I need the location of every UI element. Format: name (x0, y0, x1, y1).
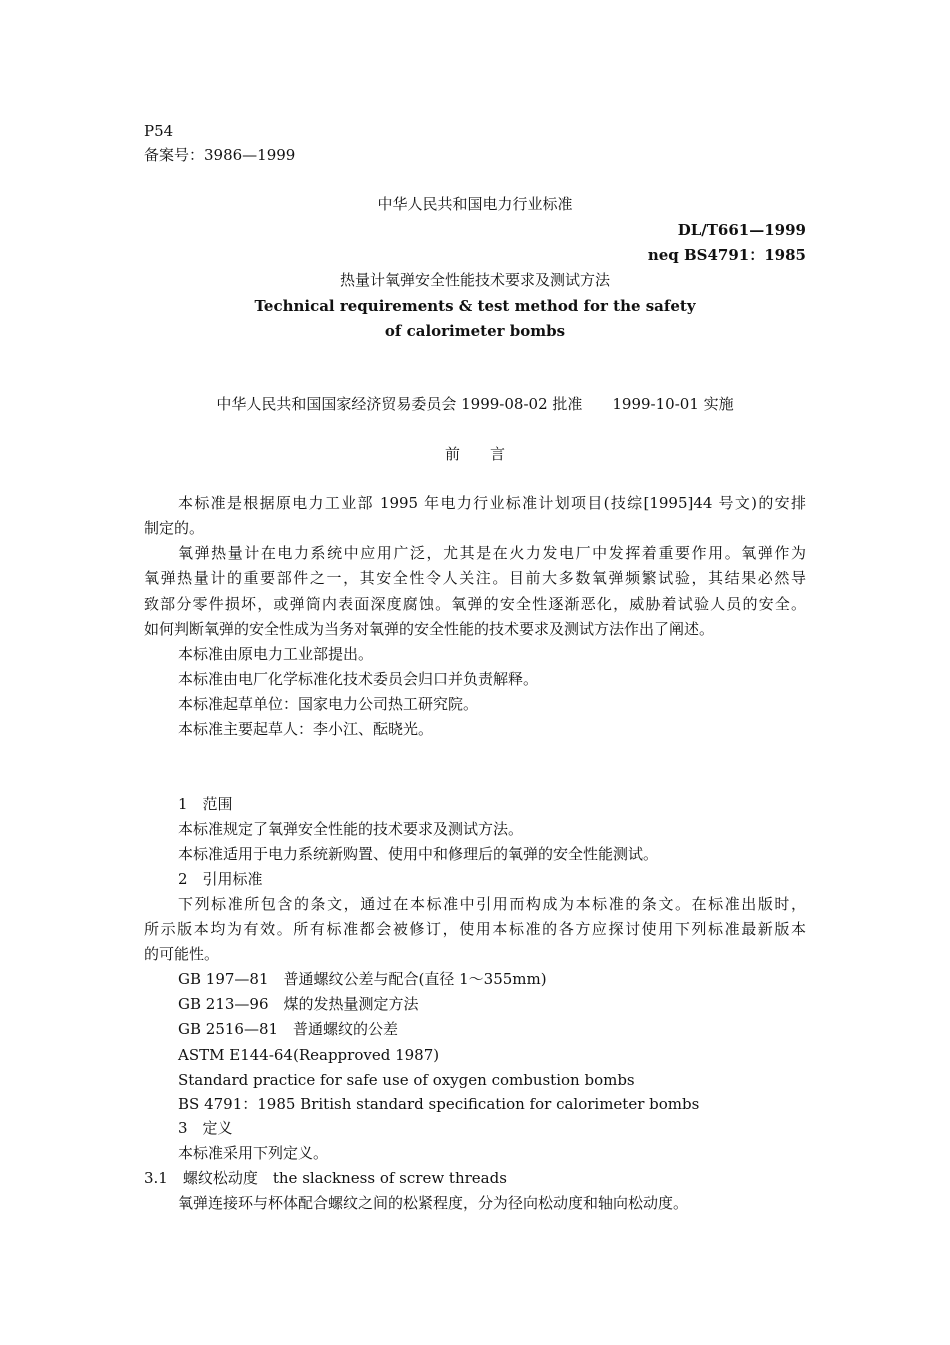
class-code: P54 (144, 122, 174, 140)
section-3-line-1: 本标准采用下列定义。 (178, 1144, 329, 1162)
foreword-para-1-line-1: 本标准是根据原电力工业部 1995 年电力行业标准计划项目(技综[1995]44 号文)的安排 (178, 494, 806, 512)
foreword-para-2-line-3: 致部分零件损坏，或弹筒内表面深度腐蚀。氧弹的安全性逐渐恶化，威胁着试验人员的安全。 (144, 595, 806, 613)
approval-line: 中华人民共和国国家经济贸易委员会 1999-08-02 批准 1999-10-01 实施 (216, 395, 734, 413)
reference-item: Standard practice for safe use of oxygen combustion bombs (178, 1071, 635, 1089)
section-1-line-1: 本标准规定了氧弹安全性能的技术要求及测试方法。 (178, 820, 524, 838)
reference-item: GB 213—96 煤的发热量测定方法 (178, 995, 419, 1013)
foreword-para-2-line-1: 氧弹热量计在电力系统中应用广泛，尤其是在火力发电厂中发挥着重要作用。氧弹作为 (178, 544, 806, 562)
foreword-para-5: 本标准起草单位：国家电力公司热工研究院。 (178, 695, 479, 713)
foreword-para-3: 本标准由原电力工业部提出。 (178, 645, 374, 663)
equivalence-note: neq BS4791：1985 (647, 246, 806, 264)
subsection-3-1-text: 氧弹连接环与杯体配合螺纹之间的松紧程度，分为径向松动度和轴向松动度。 (178, 1194, 689, 1212)
title-english-line-2: of calorimeter bombs (384, 322, 566, 340)
industry-standard-label: 中华人民共和国电力行业标准 (377, 195, 573, 213)
foreword-para-4: 本标准由电厂化学标准化技术委员会归口并负责解释。 (178, 670, 539, 688)
foreword-para-2-line-4: 如何判断氧弹的安全性成为当务对氧弹的安全性能的技术要求及测试方法作出了阐述。 (144, 620, 715, 638)
record-number: 备案号：3986—1999 (144, 146, 296, 164)
title-english-line-1: Technical requirements & test method for the safety (254, 297, 696, 315)
foreword-heading: 前 言 (444, 445, 505, 463)
foreword-para-1-line-2: 制定的。 (144, 519, 205, 537)
standard-number: DL/T661—1999 (677, 221, 806, 239)
section-1-line-2: 本标准适用于电力系统新购置、使用中和修理后的氧弹的安全性能测试。 (178, 845, 659, 863)
foreword-para-2-line-2: 氧弹热量计的重要部件之一，其安全性令人关注。目前大多数氧弹频繁试验，其结果必然导 (144, 569, 806, 587)
section-2-heading: 2 引用标准 (178, 870, 263, 888)
section-2-para-line-3: 的可能性。 (144, 945, 220, 963)
reference-item: ASTM E144-64(Reapproved 1987) (178, 1046, 440, 1064)
subsection-3-1-heading: 3.1 螺纹松动度 the slackness of screw threads (144, 1169, 507, 1187)
title-chinese: 热量计氧弹安全性能技术要求及测试方法 (339, 271, 610, 289)
section-3-heading: 3 定义 (178, 1119, 233, 1137)
reference-item: GB 2516—81 普通螺纹的公差 (178, 1020, 399, 1038)
reference-item: GB 197—81 普通螺纹公差与配合(直径 1～355mm) (178, 970, 547, 988)
reference-item: BS 4791：1985 British standard specification for calorimeter bombs (178, 1095, 700, 1113)
section-1-heading: 1 范围 (178, 795, 233, 813)
section-2-para-line-1: 下列标准所包含的条文，通过在本标准中引用而构成为本标准的条文。在标准出版时， (178, 895, 806, 913)
foreword-para-6: 本标准主要起草人：李小江、酝晓光。 (178, 720, 434, 738)
section-2-para-line-2: 所示版本均为有效。所有标准都会被修订，使用本标准的各方应探讨使用下列标准最新版本 (144, 920, 806, 938)
